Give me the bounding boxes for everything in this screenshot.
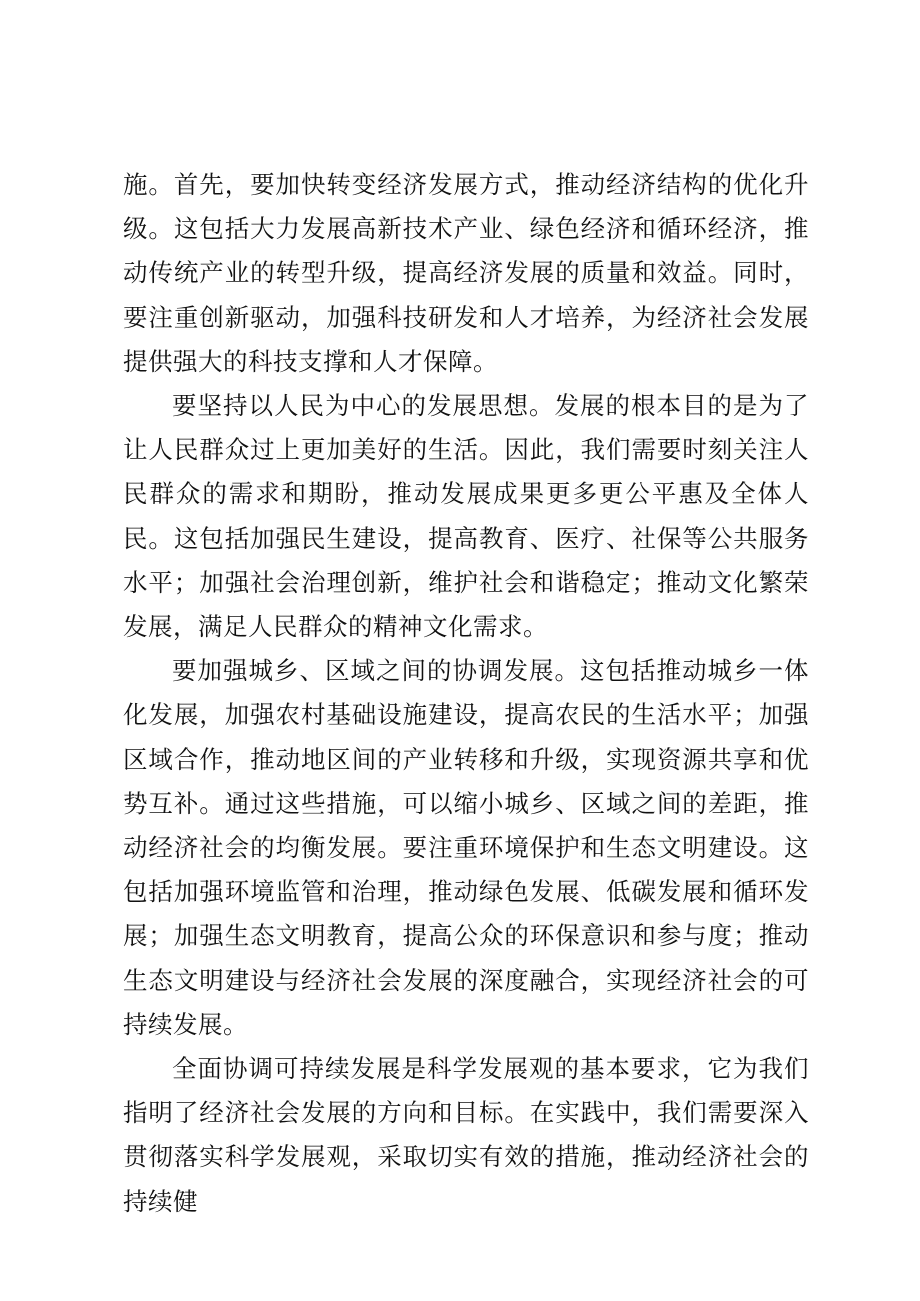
paragraph-sustainable-development: 全面协调可持续发展是科学发展观的基本要求，它为我们指明了经济社会发展的方向和目标。在实践中，我们需要深入贯彻落实科学发展观，采取切实有效的措施，推动经济社会的持续健 <box>123 1054 809 1216</box>
paragraph-coordinated-development: 要加强城乡、区域之间的协调发展。这包括推动城乡一体化发展，加强农村基础设施建设，提高农民的生活水平；加强区域合作，推动地区间的产业转移和升级，实现资源共享和优势互补。通过这些措施，可以缩小城乡、区域之间的差距，推动经济社会的均衡发展。要注重环境保护和生态文明建设。这包括加强环境监管和治理，推动绿色发展、低碳发展和循环发展；加强生态文明教育，提高公众的环保意识和参与度；推动生态文明建设与经济社会发展的深度融合，实现经济社会的可持续发展。 <box>123 656 809 1039</box>
paragraph-people-centered: 要坚持以人民为中心的发展思想。发展的根本目的是为了让人民群众过上更加美好的生活。因此，我们需要时刻关注人民群众的需求和期盼，推动发展成果更多更公平惠及全体人民。这包括加强民生建设，提高教育、医疗、社保等公共服务水平；加强社会治理创新，维护社会和谐稳定；推动文化繁荣发展，满足人民群众的精神文化需求。 <box>123 391 809 642</box>
paragraph-continuation: 施。首先，要加快转变经济发展方式，推动经济结构的优化升级。这包括大力发展高新技术产业、绿色经济和循环经济，推动传统产业的转型升级，提高经济发展的质量和效益。同时，要注重创新驱动，加强科技研发和人才培养，为经济社会发展提供强大的科技支撑和人才保障。 <box>123 170 809 376</box>
document-body <box>123 163 809 1224</box>
